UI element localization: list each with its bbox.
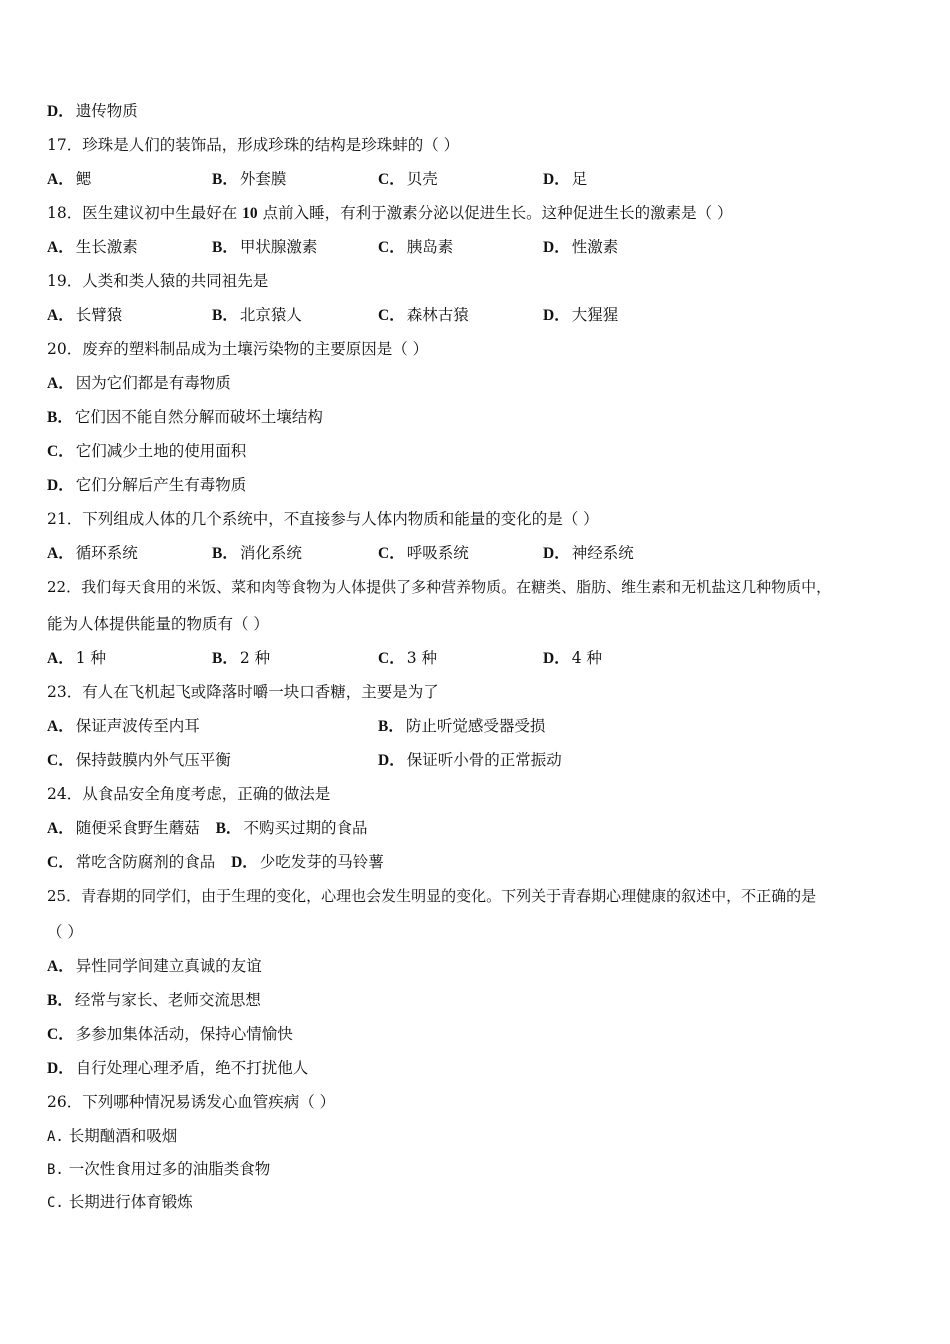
option-text: 长臂猿 xyxy=(75,306,123,324)
option-text: 保持鼓膜内外气压平衡 xyxy=(75,751,231,769)
option-letter: D． xyxy=(378,752,405,769)
q22-stem-line2: 能为人体提供能量的物质有（ ） xyxy=(47,615,269,633)
option-text: 少吃发芽的马铃薯 xyxy=(259,853,384,871)
q18-option-c xyxy=(378,237,453,257)
q19-option-b xyxy=(212,305,302,325)
option-letter: B． xyxy=(378,718,404,735)
option-letter: D． xyxy=(543,239,570,256)
option-text: 长期酗酒和吸烟 xyxy=(68,1127,178,1145)
q22-stem-line1: 22．我们每天食用的米饭、菜和肉等食物为人体提供了多种营养物质。在糖类、脂肪、维生素和无机盐这几种物质中， xyxy=(47,578,832,596)
option-text: 鳃 xyxy=(75,170,92,188)
option-letter: A． xyxy=(47,650,74,667)
q23-option-c xyxy=(47,750,231,770)
q26-stem: 26．下列哪种情况易诱发心血管疾病（ ） xyxy=(47,1093,336,1111)
q24-stem: 24．从食品安全角度考虑，正确的做法是 xyxy=(47,785,331,803)
q21-stem: 21．下列组成人体的几个系统中，不直接参与人体内物质和能量的变化的是（ ） xyxy=(47,510,599,528)
option-text: 遗传物质 xyxy=(75,102,138,120)
option-letter: D． xyxy=(47,103,74,120)
q18-option-b xyxy=(212,237,317,257)
q20-option-c xyxy=(47,441,246,461)
option-text: 4 种 xyxy=(571,649,602,667)
option-letter: D． xyxy=(543,650,570,667)
option-text: 1 种 xyxy=(75,649,106,667)
q18-option-a xyxy=(47,237,138,257)
option-letter: A． xyxy=(47,718,74,735)
option-letter: A． xyxy=(47,171,74,188)
q19-option-d xyxy=(543,305,618,325)
option-letter: C． xyxy=(47,1026,74,1043)
q20-option-a xyxy=(47,373,231,393)
option-text: 大猩猩 xyxy=(571,306,619,324)
option-letter: C． xyxy=(378,650,405,667)
option-letter: B． xyxy=(47,409,73,426)
q22-option-b xyxy=(212,648,270,668)
option-text: 它们因不能自然分解而破坏土壤结构 xyxy=(74,408,323,426)
q21-option-b xyxy=(212,543,302,563)
option-letter: B． xyxy=(212,545,238,562)
option-text: 异性同学间建立真诚的友谊 xyxy=(75,957,262,975)
q25-option-c xyxy=(47,1024,293,1044)
option-text: 随便采食野生蘑菇 xyxy=(75,819,200,837)
q17-option-c xyxy=(378,169,438,189)
option-letter: B． xyxy=(212,307,238,324)
q23-stem: 23．有人在飞机起飞或降落时嚼一块口香糖，主要是为了 xyxy=(47,683,439,701)
q19-option-c xyxy=(378,305,469,325)
q26-option-c xyxy=(47,1192,193,1212)
q26-option-a xyxy=(47,1126,177,1146)
q25-option-d xyxy=(47,1058,308,1078)
option-letter: B. xyxy=(47,1162,64,1178)
q22-option-d xyxy=(543,648,602,668)
q16-option-d xyxy=(47,101,138,121)
option-letter: C． xyxy=(378,307,405,324)
q25-option-a xyxy=(47,956,262,976)
option-text: 它们减少土地的使用面积 xyxy=(75,442,247,460)
q25-option-b xyxy=(47,990,261,1010)
q19-stem: 19．人类和类人猿的共同祖先是 xyxy=(47,272,269,290)
q19-option-a xyxy=(47,305,122,325)
option-letter: A． xyxy=(47,820,74,837)
option-text: 性激素 xyxy=(571,238,619,256)
option-text: 森林古猿 xyxy=(406,306,469,324)
option-letter: A． xyxy=(47,958,74,975)
q17-stem: 17．珍珠是人们的装饰品，形成珍珠的结构是珍珠蚌的（ ） xyxy=(47,136,460,154)
option-letter: B． xyxy=(212,171,238,188)
option-letter: C． xyxy=(378,545,405,562)
option-text: 甲状腺激素 xyxy=(239,238,318,256)
option-text: 它们分解后产生有毒物质 xyxy=(75,476,247,494)
option-letter: D． xyxy=(231,854,258,871)
option-letter: C． xyxy=(47,854,74,871)
q17-option-a xyxy=(47,169,91,189)
option-letter: D． xyxy=(543,171,570,188)
q21-option-c xyxy=(378,543,469,563)
option-text: 神经系统 xyxy=(571,544,634,562)
option-letter: D． xyxy=(543,545,570,562)
q18-stem-part1: 18．医生建议初中生最好在 xyxy=(47,204,238,222)
q17-option-b xyxy=(212,169,286,189)
q25-stem-line1: 25．青春期的同学们，由于生理的变化，心理也会发生明显的变化。下列关于青春期心理健康的叙述中，不正确的是 xyxy=(47,887,817,905)
option-text: 保证声波传至内耳 xyxy=(75,717,200,735)
option-text: 呼吸系统 xyxy=(406,544,469,562)
option-letter: B． xyxy=(212,650,238,667)
q24-options-row1 xyxy=(47,818,367,838)
q18-option-d xyxy=(543,237,618,257)
option-text: 一次性食用过多的油脂类食物 xyxy=(68,1160,271,1178)
q20-option-b xyxy=(47,407,323,427)
q18-stem xyxy=(47,203,733,223)
q23-option-b xyxy=(378,716,545,736)
option-text: 经常与家长、老师交流思想 xyxy=(74,991,261,1009)
option-text: 多参加集体活动，保持心情愉快 xyxy=(75,1025,293,1043)
option-text: 胰岛素 xyxy=(406,238,454,256)
option-letter: C． xyxy=(47,443,74,460)
q20-option-d xyxy=(47,475,246,495)
option-text: 因为它们都是有毒物质 xyxy=(75,374,231,392)
q23-option-d xyxy=(378,750,562,770)
option-letter: A． xyxy=(47,375,74,392)
option-letter: D． xyxy=(543,307,570,324)
q20-stem: 20．废弃的塑料制品成为土壤污染物的主要原因是（ ） xyxy=(47,340,429,358)
option-text: 长期进行体育锻炼 xyxy=(68,1193,193,1211)
option-letter: B． xyxy=(212,239,238,256)
option-letter: C． xyxy=(378,239,405,256)
option-text: 贝壳 xyxy=(406,170,438,188)
option-letter: A． xyxy=(47,307,74,324)
option-text: 保证听小骨的正常振动 xyxy=(406,751,562,769)
option-letter: A． xyxy=(47,545,74,562)
q21-option-d xyxy=(543,543,634,563)
option-text: 防止听觉感受器受损 xyxy=(405,717,546,735)
q17-option-d xyxy=(543,169,587,189)
q18-stem-hour: 10 xyxy=(242,205,258,222)
option-letter: C． xyxy=(378,171,405,188)
option-text: 足 xyxy=(571,170,588,188)
option-text: 常吃含防腐剂的食品 xyxy=(75,853,216,871)
q25-stem-line2: （ ） xyxy=(47,923,83,941)
option-letter: C． xyxy=(47,752,74,769)
option-text: 自行处理心理矛盾，绝不打扰他人 xyxy=(75,1059,309,1077)
option-letter: A． xyxy=(47,239,74,256)
option-letter: D． xyxy=(47,477,74,494)
q26-option-b xyxy=(47,1159,270,1179)
option-letter: C. xyxy=(47,1195,64,1211)
q23-option-a xyxy=(47,716,200,736)
option-text: 2 种 xyxy=(239,649,271,667)
option-text: 外套膜 xyxy=(239,170,287,188)
option-text: 循环系统 xyxy=(75,544,138,562)
option-text: 不购买过期的食品 xyxy=(243,819,368,837)
option-letter: A. xyxy=(47,1129,64,1145)
option-text: 3 种 xyxy=(406,649,437,667)
option-letter: B． xyxy=(215,820,242,837)
option-text: 北京猿人 xyxy=(239,306,302,324)
q22-option-c xyxy=(378,648,437,668)
q22-option-a xyxy=(47,648,106,668)
option-letter: B． xyxy=(47,992,73,1009)
q18-stem-part2: 点前入睡，有利于激素分泌以促进生长。这种促进生长的激素是（ ） xyxy=(262,204,733,222)
option-text: 消化系统 xyxy=(239,544,302,562)
q21-option-a xyxy=(47,543,138,563)
option-text: 生长激素 xyxy=(75,238,138,256)
option-letter: D． xyxy=(47,1060,74,1077)
q24-options-row2 xyxy=(47,852,384,872)
